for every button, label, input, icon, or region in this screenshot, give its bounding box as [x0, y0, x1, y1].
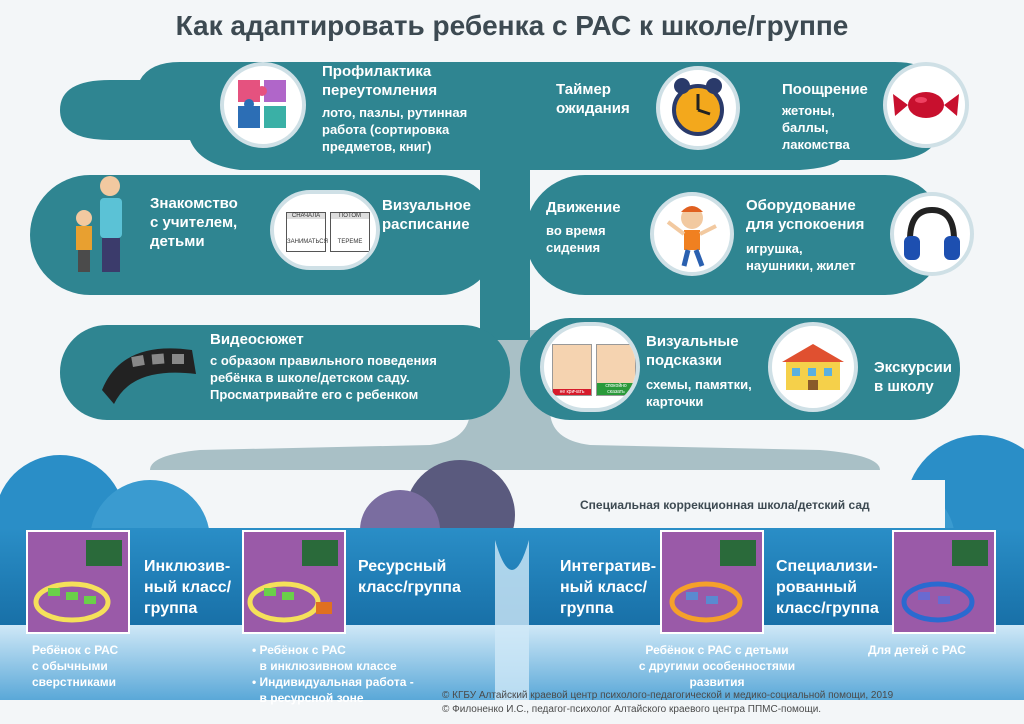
movement-text: во время сидения [546, 223, 606, 255]
schedule-card-first: СНАЧАЛА [287, 213, 325, 219]
calming-text: игрушка, наушники, жилет [746, 241, 856, 273]
headphones-icon [890, 192, 974, 276]
video-text: с образом правильного поведения ребёнка в школе/детском саду. Просматривайте его с ребенком [210, 353, 437, 402]
hint-cards-icon [540, 322, 640, 412]
class-integrative-caption: Ребёнок с РАС с детьми с другими особенностями развития [638, 643, 796, 689]
hint-card-red: не кричать [553, 389, 591, 395]
page-title: Как адаптировать ребенка с РАС к школе/группе [175, 10, 849, 41]
movement-title: Движение [546, 199, 621, 216]
overwork-text: лото, пазлы, рутинная работа (сортировка предметов, книг) [322, 105, 468, 154]
class-integrative-image [660, 530, 764, 634]
class-resource-title: Ресурсный класс/группа [358, 558, 461, 596]
class-resource-bullet-1: • Ребёнок с РАС в инклюзивном классе [252, 643, 397, 673]
excursion-title: Экскурсии в школу [874, 359, 952, 395]
calming-title: Оборудование для успокоения [746, 197, 865, 233]
alarm-clock-icon [656, 66, 740, 150]
puzzle-icon [220, 62, 306, 148]
school-building-icon [768, 322, 858, 412]
class-inclusive-caption: Ребёнок с РАС с обычными сверстниками [32, 643, 119, 689]
class-resource-bullet-2: • Индивидуальная работа - в ресурсной зоне [252, 675, 414, 705]
reward-text: жетоны, баллы, лакомства [782, 103, 850, 152]
reward-title: Поощрение [782, 81, 868, 98]
meet-title: Знакомство с учителем, детьми [150, 195, 238, 250]
special-school-label: Специальная коррекционная школа/детский сад [580, 498, 870, 512]
hints-title: Визуальные подсказки [646, 333, 739, 369]
class-specialized-caption: Для детей с РАС [868, 643, 966, 657]
resource-bullet-2-text: Индивидуальная работа - в ресурсной зоне [259, 675, 414, 705]
class-specialized-image [892, 530, 996, 634]
class-specialized-title: Специализи- рованный класс/группа [776, 558, 879, 617]
credit-line-2: © Филоненко И.С., педагог-психолог Алтайского краевого центра ППМС-помощи. [442, 704, 822, 715]
candy-icon [883, 62, 969, 148]
schedule-card-first-caption: ЗАНИМАТЬСЯ [287, 239, 328, 245]
class-resource-image [242, 530, 346, 634]
schedule-card-then: ПОТОМ [331, 213, 369, 219]
resource-bullet-1-text: Ребёнок с РАС в инклюзивном классе [259, 643, 397, 673]
timer-title: Таймер ожидания [556, 81, 630, 117]
teacher-icon [60, 168, 140, 278]
child-moving-icon [650, 192, 734, 276]
schedule-cards-icon [270, 190, 380, 270]
class-integrative-title: Интегратив- ный класс/ группа [560, 558, 657, 617]
video-title: Видеосюжет [210, 331, 304, 348]
schedule-card-then-caption: ТЕРЕМЕ [337, 239, 363, 245]
hints-text: схемы, памятки, карточки [646, 377, 752, 409]
credit-line-1: © КГБУ Алтайский краевой центр психолого-педагогической и медико-социальной помощи, 2019 [442, 690, 894, 701]
overwork-title: Профилактика переутомления [322, 63, 438, 99]
class-inclusive-image [26, 530, 130, 634]
schedule-title: Визуальное расписание [382, 197, 471, 233]
film-icon [92, 330, 202, 410]
hint-card-green: спокойно сказать [597, 383, 635, 395]
class-inclusive-title: Инклюзив- ный класс/ группа [144, 558, 232, 617]
